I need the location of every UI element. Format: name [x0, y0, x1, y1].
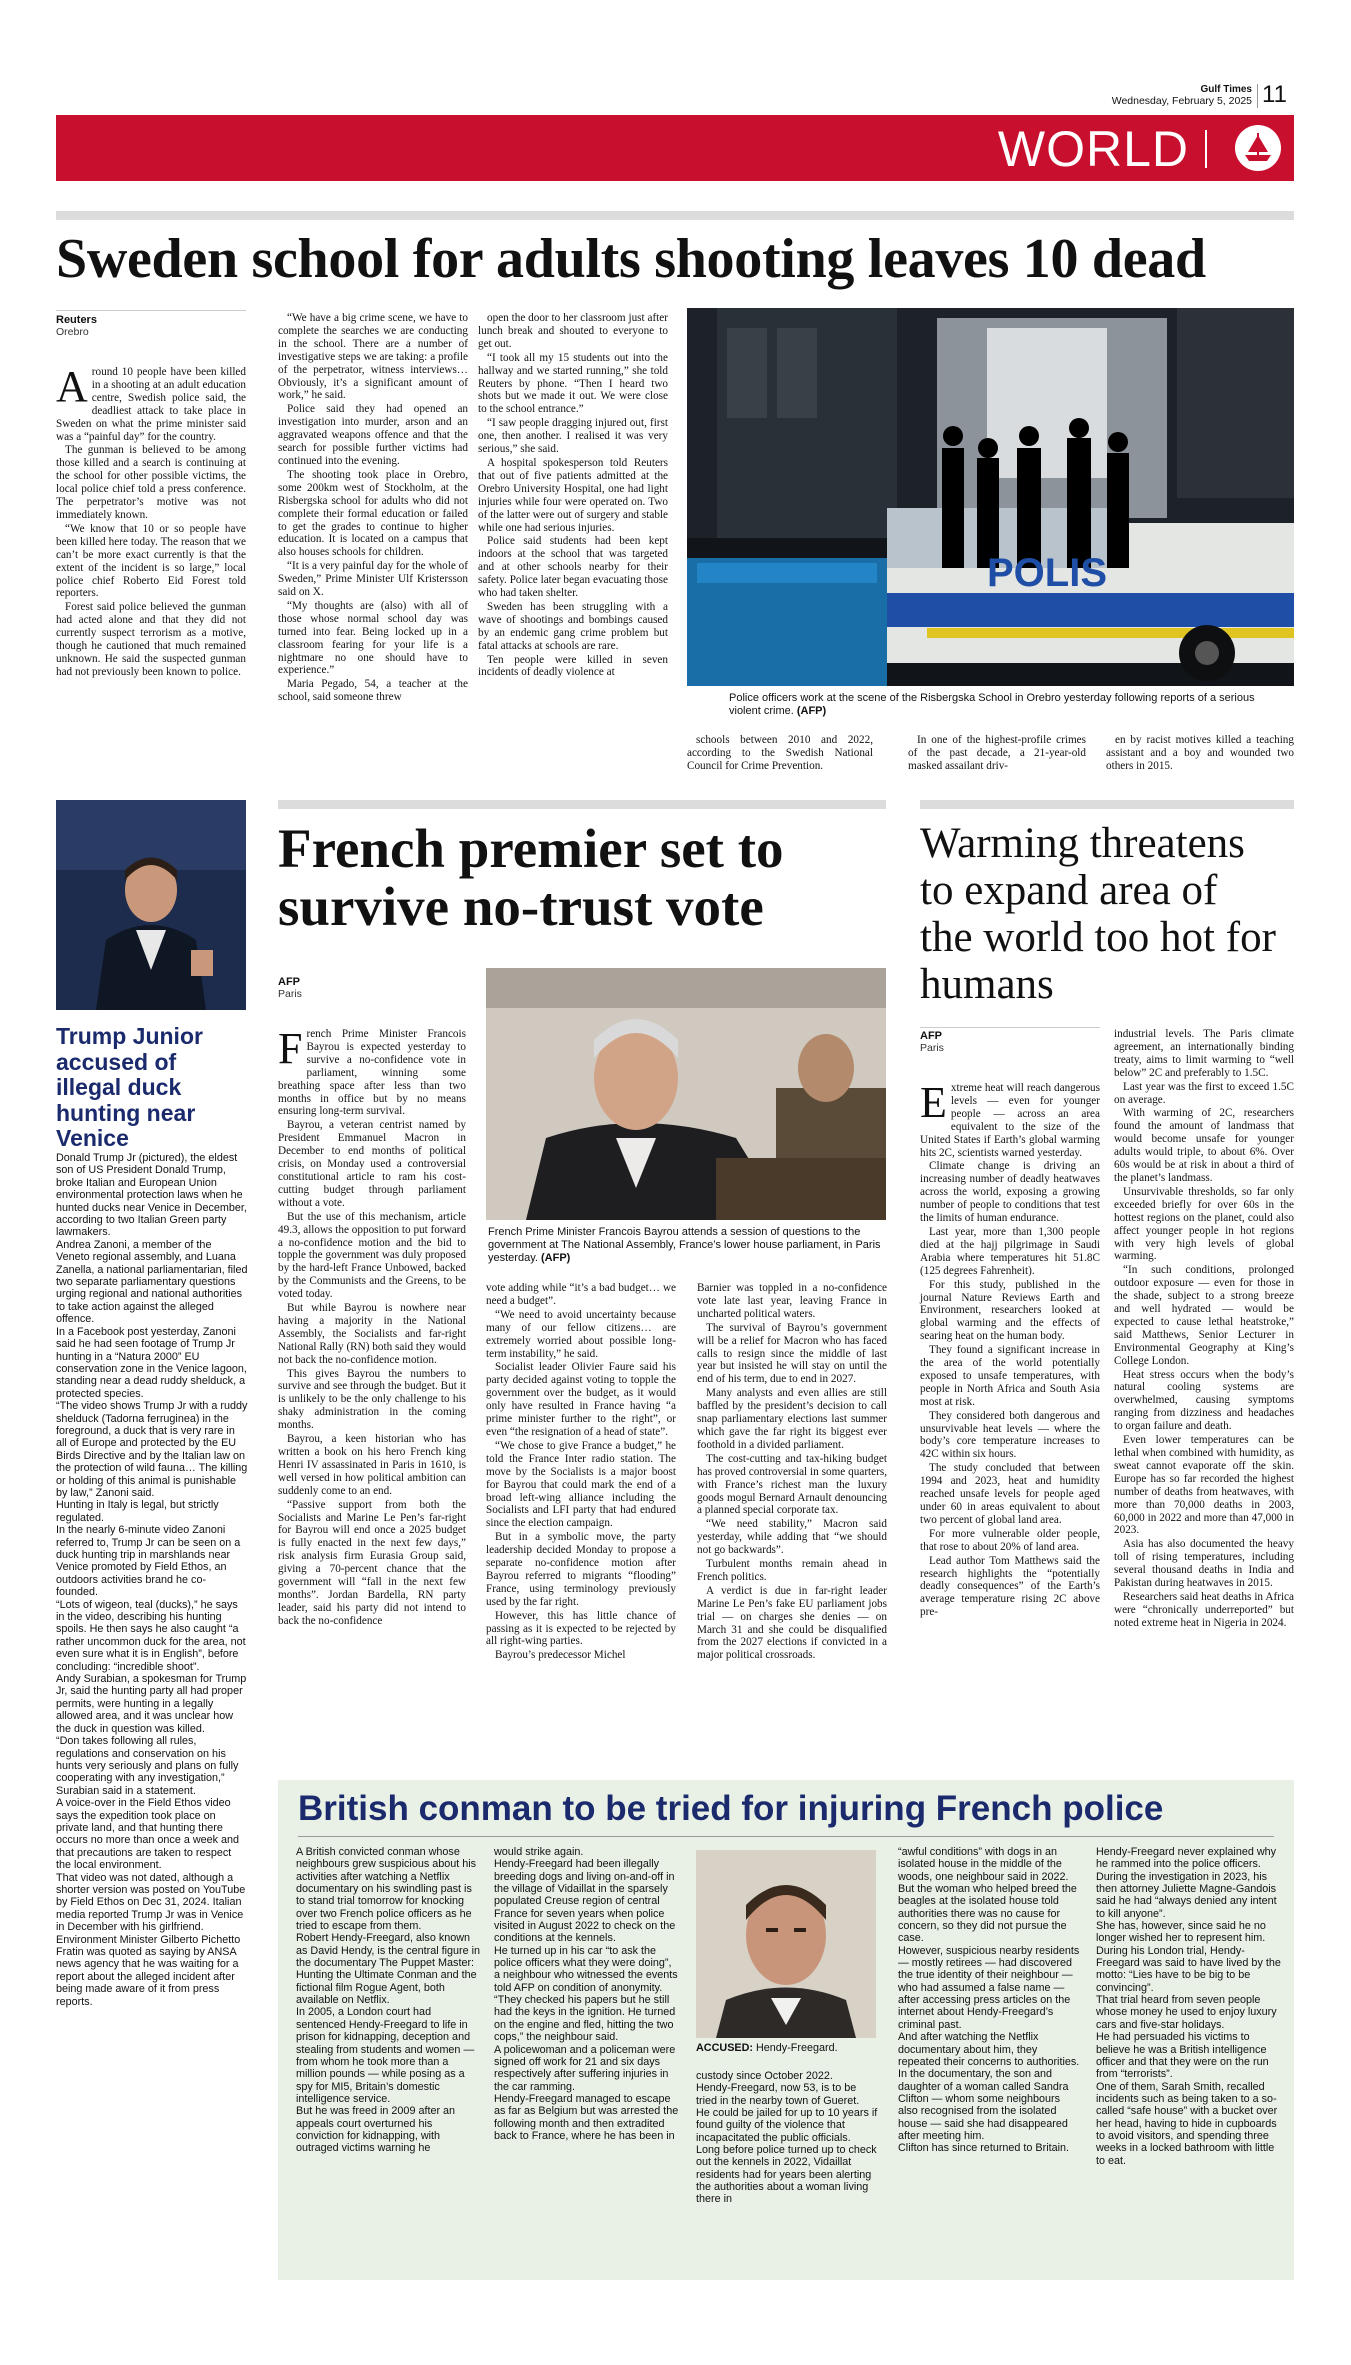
page-number: 11 [1262, 81, 1287, 108]
bayrou-photo-caption: French Prime Minister Francois Bayrou attends a session of questions to the government at The National Assembly, France’s lower house parliament, in Paris yesterday. (AFP) [488, 1226, 881, 1264]
section-separator [1205, 130, 1207, 168]
conman-box [278, 1780, 1294, 2280]
trump-body: Donald Trump Jr (pictured), the eldest son of US President Donald Trump, broke Italian and European Union environmental protection laws when he hunted ducks near Venice in December, according to two Italian Green party lawmakers. Andrea Zanoni, a member of the Veneto regional assembly, and Luana Zanella, a national parliamentarian, filed two separate parliamentary questions urging regional and national authorities to take action against the alleged offence. In a Facebook post yesterday, Zanoni said he had seen footage of Trump Jr hunting in a “Natura 2000” EU conservation zone in the Venice lagoon, standing near a dead ruddy shelduck, a protected species. “The video shows Trump Jr with a ruddy shelduck (Tadorna ferruginea) in the foreground, a duck that is very rare in all of Europe and protected by the EU Birds Directive and by the Italian law on the protection of wild fauna… The killing or holding of this animal is punishable by law,” Zanoni said. Hunting in Italy is legal, but strictly regulated. In the nearly 6-minute video Zanoni referred to, Trump Jr can be seen on a duck hunting trip in marshlands near Venice promoted by Field Ethos, an outdoors activities brand he co-founded. “Lots of wigeon, teal (ducks),” he says in the video, describing his hunting spoils. He then says he also caught “a rather uncommon duck for the area, not even sure what it is in English”, before concluding: “incredible shoot”. Andy Surabian, a spokesman for Trump Jr, said the hunting party all had proper permits, were hunting in a legally allowed area, and it was unclear how the duck in question was killed. “Don takes following all rules, regulations and conservation on his hunts very seriously and plans on fully cooperating with any investigation,” Surabian said in a statement. A voice-over in the Field Ethos video says the expedition took place on private land, and that hunting there occurs no more than once a week and that precautions are taken to respect the local environment. That video was not dated, although a shorter version was posted on YouTube by Field Ethos on Dec 31, 2024. Italian media reported Trump Jr was in Venice in December with his girlfriend. Environment Minister Gilberto Pichetto Fratin was quoted as saying by ANSA news agency that he was waiting for a report about the alleged incident after being made aware of it from press reports. [56, 1152, 248, 2008]
warming-headline: Warming threatens to expand area of the world too hot for humans [920, 820, 1276, 1008]
warming-byline [920, 1030, 1100, 1054]
conman-column-3: custody since October 2022. Hendy-Freegard, now 53, is to be tried in the nearby town of Gueret. He could be jailed for up to 10 years if found guilty of the violence that incapacitated the public officials. Long before police turned up to check out the kennels in 2022, Vidaillat residents had for years been alerting the authorities about a woman living there in [696, 2070, 878, 2206]
conman-headline: British conman to be tried for injuring French police [298, 1789, 1164, 1828]
french-headline: French premier set to survive no-trust vote [278, 818, 784, 937]
french-column-3: Barnier was toppled in a no-confidence vote late last year, leaving France in uncharted political waters. The survival of Bayrou’s government will be a relief for Macron who has faced calls to resign since the middle of last year but insisted he will stay on until the end of his term, due to end in 2027. Many analysts and even allies are still baffled by the president’s decision to call snap parliamentary elections last summer which gave the far right its biggest ever foothold in a divided parliament. The cost-cutting and tax-hiking budget has proved controversial in some quarters, with France’s richest man the luxury goods mogul Bernard Arnault denouncing a planned special corporate tax. “We need stability,” Macron said yesterday, while adding that “we should not go backwards”. Turbulent months remain ahead in French politics. A verdict is due in far-right leader Marine Le Pen’s fake EU parliament jobs trial — on charges she denies — on March 31 and she could be disqualified from the 2027 elections if convicted in a major political crossroads. [697, 1282, 887, 1662]
hendy-photo-caption: ACCUSED: Hendy-Freegard. [696, 2042, 838, 2054]
drop-cap: A [56, 362, 88, 411]
section-title: WORLD [997, 121, 1189, 177]
sweden-column-4: schools between 2010 and 2022, according to the Swedish National Council for Crime Prevention. [687, 734, 873, 772]
trump-headline: Trump Junior accused of illegal duck hunting near Venice [56, 1023, 203, 1151]
sweden-column-3: open the door to her classroom just after lunch break and shouted to everyone to get out. “I took all my 15 students out into the hallway and we started running,” she told Reuters by phone. “Then I heard two shots but we made it out. We were close to the school entrance.” “I saw people dragging injured out, first one, then another. I realised it was very serious,” she said. A hospital spokesperson told Reuters that out of five patients admitted at the Orebro University Hospital, one had light injuries while four were operated on. Two of the latter were out of surgery and stable while one had serious injuries. Police said students had been kept indoors at the school that was targeted and at other schools nearby for their safety. Police later began evacuating those who had taken shelter. Sweden has been struggling with a wave of shootings and bombings caused by an endemic gang crime problem but fatal attacks at schools are rare. Ten people were killed in seven incidents of deadly violence at [478, 312, 668, 679]
sweden-column-6: en by racist motives killed a teaching assistant and a boy and wounded two others in 2015. [1106, 734, 1294, 772]
ship-icon [1235, 125, 1281, 171]
sweden-column-1: Around 10 people have been killed in a shooting at an adult education centre, Swedish police said, the deadliest attack to take place in Sweden on what the prime minister said was a “painful day” for the country. The gunman is believed to be among those killed and a search is continuing at the school for other possible victims, the local police chief told a press conference. The perpetrator’s motive was not immediately known. “We know that 10 or so people have been killed here today. The reason that we can’t be more exact currently is that the extent of the incident is so large,” local police chief Roberto Eid Forest told reporters. Forest said police believed the gunman had acted alone and that they did not currently suspect terrorism as a motive, though he cautioned that much remained unknown. He said the suspected gunman had not previously been known to police. [56, 362, 246, 678]
french-byline [278, 976, 468, 1000]
paper-name: Gulf Times [1200, 84, 1252, 95]
portrait-illustration [56, 800, 246, 1010]
sweden-column-2: “We have a big crime scene, we have to complete the searches we are conducting in the school. There are a number of investigative steps we are taking: a profile of the perpetrator, witness interviews… Obviously, it’s a significant amount of work,” he said. Police said they had opened an investigation into murder, arson and an aggravated weapons offence and that the search for possible further victims had continued into the evening. The shooting took place in Orebro, some 200km west of Stockholm, at the Risbergska school for adults who did not complete their formal education or failed to get the grades to continue to higher education. It is located on a campus that also houses schools for children. “It is a very painful day for the whole of Sweden,” Prime Minister Ulf Kristersson said on X. “My thoughts are (also) with all of those whose normal school day was turned into fear. Being locked up in a classroom fearing for your life is a nightmare no one should have to experience.” Maria Pegado, 54, a teacher at the school, said someone threw [278, 312, 468, 704]
sweden-byline [56, 314, 246, 338]
french-column-1: French Prime Minister Francois Bayrou is expected yesterday to survive a no-confidence vote in parliament, winning some breathing space after less than two months in office but by no means ensuring long-term survival. Bayrou, a veteran centrist named by President Emmanuel Macron in December to end months of political crisis, on Monday used a controversial constitutional article to ram his cost-cutting budget through parliament without a vote. But the use of this mechanism, article 49.3, allows the opposition to put forward a no-confidence motion and the bid to topple the government was duly proposed by the hard-left France Unbowed, backed by the Communists and the Greens, to be voted today. But while Bayrou is nowhere near having a majority in the National Assembly, the Socialists and far-right National Rally (RN) both said they would not back the no-confidence motion. This gives Bayrou the numbers to survive and see through the budget. But it is unlikely to be the only challenge to his shaky administration in the coming months. Bayrou, a keen historian who has written a book on his hero French king Henri IV assassinated in Paris in 1610, is well versed in how political ambition can suddenly come to an end. “Passive support from both the Socialists and Marine Le Pen’s far-right for Bayrou will end once a 2025 budget is fully enacted in the next few days,” risk analysis firm Eurasia Group said, giving a 70-percent chance that the government will “fall in the next few months”. Jordan Bardella, RN party leader, said his party did not intend to back the no-confidence [278, 1024, 466, 1627]
agency: AFP [920, 1030, 942, 1042]
drop-cap: F [278, 1024, 303, 1073]
bayrou-photo [486, 968, 886, 1220]
warming-byline-rule [920, 1027, 1100, 1028]
section-banner [56, 115, 1294, 181]
agency: Reuters [56, 314, 97, 326]
mugshot-illustration [696, 1850, 876, 2038]
warming-top-rule [920, 800, 1294, 809]
dateline: Paris [278, 988, 302, 1000]
dateline: Paris [920, 1042, 944, 1054]
police-car-lettering: POLIS [987, 551, 1108, 595]
conman-column-5: Hendy-Freegard never explained why he rammed into the police officers. During the investigation in 2023, his then attorney Juliette Magne-Gandois said he had “always denied any intent to kill anyone”. She has, however, since said he no longer wished her to represent him. During his London trial, Hendy-Freegard was said to have lived by the motto: “Lies have to be big to be convincing”. That trial heard from seven people whose money he used to enjoy luxury cars and five-star holidays. He had persuaded his victims to believe he was a British intelligence officer and that they were on the run from “terrorists”. One of them, Sarah Smith, recalled incidents such as being taken to a so-called “safe house” with a bucket over her head, having to hide in cupboards to avoid visitors, and spending three weeks in a locked bathroom with little to eat. [1096, 1846, 1281, 2167]
warming-column-2: industrial levels. The Paris climate agreement, an internationally binding treaty, aims to limit warming to “well below” 2C and preferably to 1.5C. Last year was the first to exceed 1.5C on average. With warming of 2C, researchers found the amount of landmass that would become unsafe for younger adults would triple, to about 6%. Over 60s would be at risk in about a third of the planet’s landmass. Unsurvivable thresholds, so far only exceeded briefly for over 60s in the hottest regions on the planet, could also affect younger people in hot regions with very high levels of global warming. “In such conditions, prolonged outdoor exposure — even for those in the shade, subject to a strong breeze and well hydrated — would be expected to cause lethal heatstroke,” said Matthews, Senior Lecturer in Environmental Geography at King’s College London. Heat stress occurs when the body’s natural cooling systems are overwhelmed, causing symptoms ranging from dizziness and headaches to organ failure and death. Even lower temperatures can be lethal when combined with humidity, as sweat cannot evaporate off the skin. Europe has so far recorded the highest number of deaths from heatwaves, with more than 70,000 deaths in 2003, 60,000 in 2022 and more than 47,000 in 2023. Asia has also documented the heavy toll of rising temperatures, including several thousand deaths in India and Pakistan during heatwaves in 2015. Researchers said heat deaths in Africa were “chronically underreported” but noted extreme heat in Nigeria in 2024. [1114, 1028, 1294, 1629]
bayrou-illustration [486, 968, 886, 1220]
police-scene-illustration [687, 308, 1294, 686]
sweden-headline: Sweden school for adults shooting leaves 10 dead [56, 228, 1206, 290]
sweden-byline-rule [56, 310, 246, 311]
conman-column-1: A British convicted conman whose neighbours grew suspicious about his activities after watching a Netflix documentary on his swindling past is to stand trial tomorrow for knocking over two French police officers as he tried to escape from them. Robert Hendy-Freegard, also known as David Hendy, is the central figure in the documentary The Puppet Master: Hunting the Ultimate Conman and the fictional film Rogue Agent, both available on Netflix. In 2005, a London court had sentenced Hendy-Freegard to life in prison for kidnapping, deception and stealing from students and women — from whom he took more than a million pounds — while posing as a spy for MI5, Britain’s domestic intelligence service. But he was freed in 2009 after an appeals court overturned his conviction for kidnapping, with outraged victims warning he [296, 1846, 481, 2155]
sweden-column-5: In one of the highest-profile crimes of the past decade, a 21-year-old masked assailant driv- [908, 734, 1086, 772]
agency: AFP [278, 976, 300, 988]
hendy-freegard-photo [696, 1850, 876, 2038]
globe-ship-logo [1235, 125, 1281, 171]
trump-jr-photo [56, 800, 246, 1010]
sweden-photo-caption: Police officers work at the scene of the Risbergska School in Orebro yesterday following reports of a serious violent crime. (AFP) [729, 692, 1255, 717]
dateline: Orebro [56, 326, 89, 338]
conman-column-4: “awful conditions” with dogs in an isolated house in the middle of the woods, one neighbour said in 2022. But the woman who helped breed the beagles at the isolated house told authorities there was no cause for concern, so they did not pursue the case. However, suspicious nearby residents — mostly retirees — had discovered the true identity of their neighbour — who had assumed a false name — after accessing press articles on the internet about Hendy-Freegard’s criminal past. And after watching the Netflix documentary about him, they repeated their concerns to authorities. In the documentary, the son and daughter of a woman called Sandra Clifton — whom some neighbours also recognised from the isolated house — said she had disappeared after meeting him. Clifton has since returned to Britain. [898, 1846, 1080, 2155]
warming-column-1: Extreme heat will reach dangerous levels — even for younger people — across an area equivalent to the size of the United States if Earth’s global warming hits 2C, scientists warned yesterday. Climate change is driving an increasing number of deadly heatwaves across the world, exposing a growing number of people to conditions that test the limits of human endurance. Last year, more than 1,300 people died at the hajj pilgrimage in Saudi Arabia where temperatures hit 51.8C (125 degrees Fahrenheit). For this study, published in the journal Nature Reviews Earth and Environment, researchers looked at global warming and the effects of searing heat on the human body. They found a significant increase in the area of the world potentially exposed to unsafe temperatures, with people in North Africa and South Asia most at risk. They considered both dangerous and unsurvivable heat levels — where the body’s core temperature increases to 42C within six hours. The study concluded that between 1994 and 2023, heat and humidity reached unsafe levels for people aged under 60 in areas equivalent to about two percent of global land area. For more vulnerable older people, that rose to about 20% of land area. Lead author Tom Matthews said the research highlights the “potentially deadly consequences” of the Earth’s average temperature rising 2C above pre- [920, 1078, 1100, 1619]
french-top-rule [278, 800, 886, 809]
conman-column-2: would strike again. Hendy-Freegard had been illegally breeding dogs and living on-and-off in the village of Vidaillat in the sparsely populated Creuse region of central France for seven years when police visited in August 2022 to check on the conditions at the kennels. He turned up in his car “to ask the police officers what they were doing”, a neighbour who witnessed the events told AFP on condition of anonymity. “They checked his papers but he still had the keys in the ignition. He turned on the engine and fled, hitting the two cops,” the neighbour said. A policewoman and a policeman were signed off work for 21 and six days respectively after suffering injuries in the car ramming. Hendy-Freegard managed to escape as far as Belgium but was arrested the following month and then extradited back to France, where he has been in [494, 1846, 679, 2142]
top-grey-rule [56, 211, 1294, 220]
french-column-2: vote adding while “it’s a bad budget… we need a budget”. “We need to avoid uncertainty because many of our fellow citizens… are extremely worried about possible long-term instability,” he said. Socialist leader Olivier Faure said his party decided against voting to topple the government over the budget, as it would only have resulted in France having “a prime minister further to the right”, or even “the resignation of a head of state”. “We chose to give France a budget,” he told the France Inter radio station. The move by the Socialists is a major boost for Bayrou that could mark the end of a broad left-wing alliance including the Socialists and LFI party that had endured since the election campaign. But in a symbolic move, the party leadership decided Monday to propose a separate no-confidence motion after Bayrou referred to migrants “flooding” France, using terminology previously used by the far right. However, this has little chance of passing as it is expected to be rejected by all right-wing parties. Bayrou’s predecessor Michel [486, 1282, 676, 1662]
drop-cap: E [920, 1078, 947, 1127]
conman-headline-rule [298, 1836, 1274, 1837]
header-divider [1257, 84, 1258, 108]
sweden-scene-photo [687, 308, 1294, 686]
issue-date: Wednesday, February 5, 2025 [1111, 95, 1252, 107]
